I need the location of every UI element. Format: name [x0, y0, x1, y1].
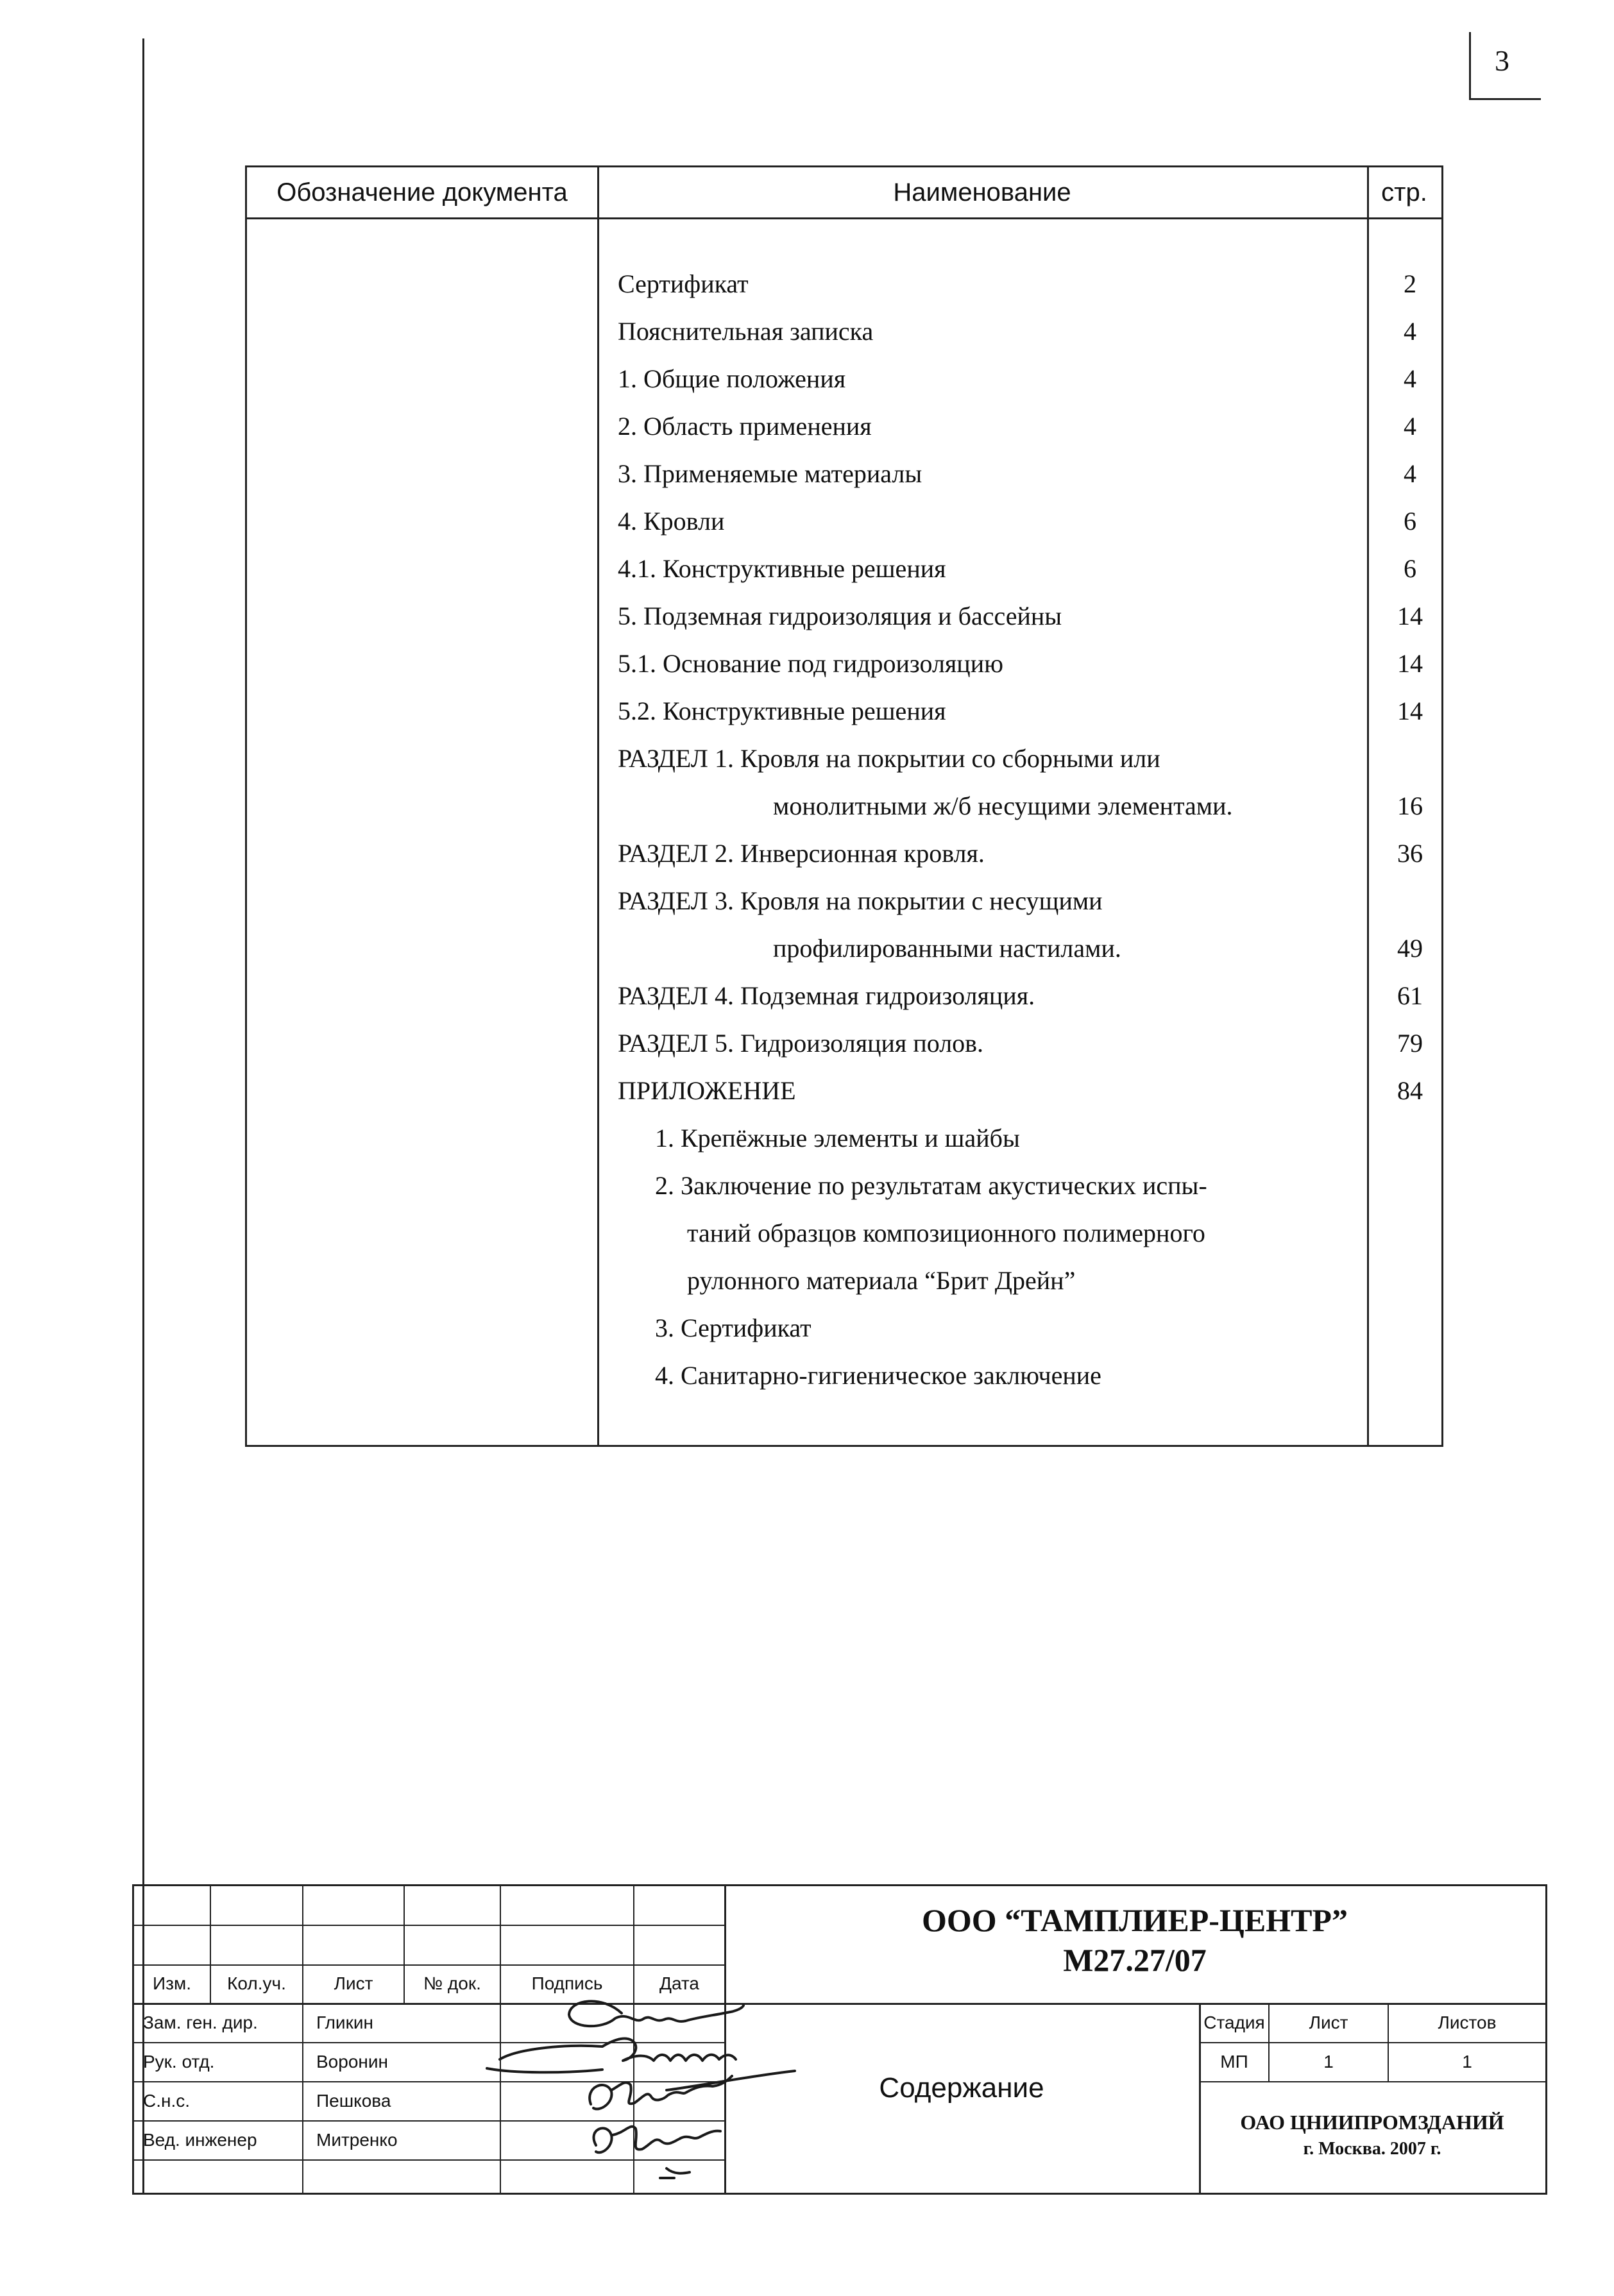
toc-row — [247, 450, 1441, 498]
toc-row — [247, 355, 1441, 403]
toc-row-title: 3. Сертификат — [655, 1313, 811, 1342]
toc-row-title: РАЗДЕЛ 5. Гидроизоляция полов. — [618, 1029, 984, 1058]
toc-row-title: 1. Крепёжные элементы и шайбы — [655, 1124, 1020, 1152]
toc-row-title: 5.1. Основание под гидроизоляцию — [618, 649, 1003, 678]
institute-name: ОАО ЦНИИПРОМЗДАНИЙ — [1240, 2111, 1504, 2134]
stamp-role: Вед. инженер — [143, 2130, 257, 2150]
toc-row-page: 2 — [1404, 269, 1416, 298]
col-header-name: Наименование — [893, 178, 1071, 207]
header-divider — [247, 217, 1441, 219]
toc-row-title: 3. Применяемые материалы — [618, 459, 922, 488]
toc-row — [247, 1352, 1441, 1399]
toc-row — [247, 1210, 1441, 1257]
toc-row-page: 4 — [1404, 412, 1416, 441]
toc-row-title: РАЗДЕЛ 1. Кровля на покрытии со сборными или — [618, 744, 1160, 773]
stage-header: Стадия — [1203, 2013, 1265, 2032]
stamp-col-doc-no: № док. — [423, 1973, 481, 1993]
toc-row — [247, 1067, 1441, 1115]
stamp-role: Зам. ген. дир. — [143, 2013, 258, 2032]
frame-left-border — [142, 38, 144, 2193]
stamp-person-name: Гликин — [316, 2013, 373, 2032]
sheet-value: 1 — [1323, 2052, 1334, 2072]
stamp-role: С.н.с. — [143, 2091, 191, 2111]
toc-row-page: 4 — [1404, 317, 1416, 346]
toc-row-title: 5.2. Конструктивные решения — [618, 696, 946, 725]
toc-row — [247, 782, 1441, 830]
stamp-person-name: Митренко — [316, 2130, 398, 2150]
toc-row-title: Сертификат — [618, 269, 749, 298]
organization-name: ООО “ТАМПЛИЕР-ЦЕНТР” — [922, 1902, 1348, 1938]
toc-row-title: монолитными ж/б несущими элементами. — [773, 791, 1233, 820]
toc-row — [247, 1162, 1441, 1210]
toc-row — [247, 1304, 1441, 1352]
toc-row — [247, 688, 1441, 735]
sheet-number: 3 — [1495, 44, 1509, 77]
toc-row-page: 14 — [1397, 649, 1423, 678]
toc-row — [247, 308, 1441, 355]
stamp-col-kol-uch: Кол.уч. — [227, 1973, 286, 1993]
sheets-header: Листов — [1438, 2013, 1497, 2032]
toc-row-title: РАЗДЕЛ 4. Подземная гидроизоляция. — [618, 981, 1035, 1010]
toc-row-title: РАЗДЕЛ 3. Кровля на покрытии с несущими — [618, 886, 1103, 915]
toc-row-title: рулонного материала “Брит Дрейн” — [687, 1266, 1076, 1295]
col-header-page: стр. — [1381, 178, 1427, 207]
toc-row-title: ПРИЛОЖЕНИЕ — [618, 1076, 796, 1105]
document-title: Содержание — [879, 2072, 1044, 2104]
toc-row-title: 5. Подземная гидроизоляция и бассейны — [618, 602, 1062, 630]
toc-row-page: 4 — [1404, 364, 1416, 393]
title-block-stamp — [132, 1884, 1547, 2195]
toc-row-title: 2. Заключение по результатам акустических испы- — [655, 1171, 1207, 1200]
toc-row — [247, 640, 1441, 688]
toc-row-title: 4. Санитарно-гигиеническое заключение — [655, 1361, 1101, 1390]
stage-value: МП — [1220, 2052, 1248, 2072]
stamp-line — [302, 1886, 303, 2193]
toc-row-title: 2. Область применения — [618, 412, 872, 441]
toc-row — [247, 877, 1441, 925]
toc-row-page: 79 — [1397, 1029, 1423, 1058]
toc-row-title: профилированными настилами. — [773, 934, 1121, 963]
toc-row-page: 6 — [1404, 507, 1416, 536]
stamp-person-name: Пешкова — [316, 2091, 391, 2111]
toc-row-page: 14 — [1397, 602, 1423, 630]
stamp-col-izm: Изм. — [153, 1973, 191, 1993]
toc-row — [247, 403, 1441, 450]
toc-row-page: 49 — [1397, 934, 1423, 963]
toc-row-title: РАЗДЕЛ 2. Инверсионная кровля. — [618, 839, 985, 868]
toc-row-page: 6 — [1404, 554, 1416, 583]
toc-row — [247, 1020, 1441, 1067]
toc-table — [245, 165, 1443, 1447]
toc-row-page: 36 — [1397, 839, 1423, 868]
toc-row-page: 61 — [1397, 981, 1423, 1010]
toc-row — [247, 498, 1441, 545]
toc-row — [247, 260, 1441, 308]
stamp-person-name: Воронин — [316, 2052, 388, 2072]
toc-row-title: таний образцов композиционного полимерного — [687, 1219, 1205, 1247]
toc-row — [247, 545, 1441, 593]
document-code: М27.27/07 — [1063, 1942, 1207, 1978]
toc-row-page: 14 — [1397, 696, 1423, 725]
toc-row — [247, 830, 1441, 877]
toc-row-title: 1. Общие положения — [618, 364, 846, 393]
toc-row — [247, 972, 1441, 1020]
sheets-value: 1 — [1462, 2052, 1472, 2072]
toc-row-title: Пояснительная записка — [618, 317, 874, 346]
toc-row — [247, 925, 1441, 972]
stamp-col-list: Лист — [334, 1973, 373, 1993]
stamp-col-signature: Подпись — [531, 1973, 603, 1993]
toc-row-title: 4. Кровли — [618, 507, 725, 536]
sheet-header: Лист — [1309, 2013, 1348, 2032]
city-year: г. Москва. 2007 г. — [1303, 2139, 1441, 2159]
stamp-role: Рук. отд. — [143, 2052, 215, 2072]
toc-row — [247, 1115, 1441, 1162]
toc-row — [247, 1257, 1441, 1304]
stamp-line — [1199, 2081, 1545, 2082]
col-header-designation: Обозначение документа — [276, 178, 568, 207]
toc-row-page: 84 — [1397, 1076, 1423, 1105]
toc-row — [247, 735, 1441, 782]
toc-row-page: 16 — [1397, 791, 1423, 820]
stamp-col-date: Дата — [659, 1973, 699, 1993]
toc-row-page: 4 — [1404, 459, 1416, 488]
toc-row-title: 4.1. Конструктивные решения — [618, 554, 946, 583]
toc-row — [247, 593, 1441, 640]
